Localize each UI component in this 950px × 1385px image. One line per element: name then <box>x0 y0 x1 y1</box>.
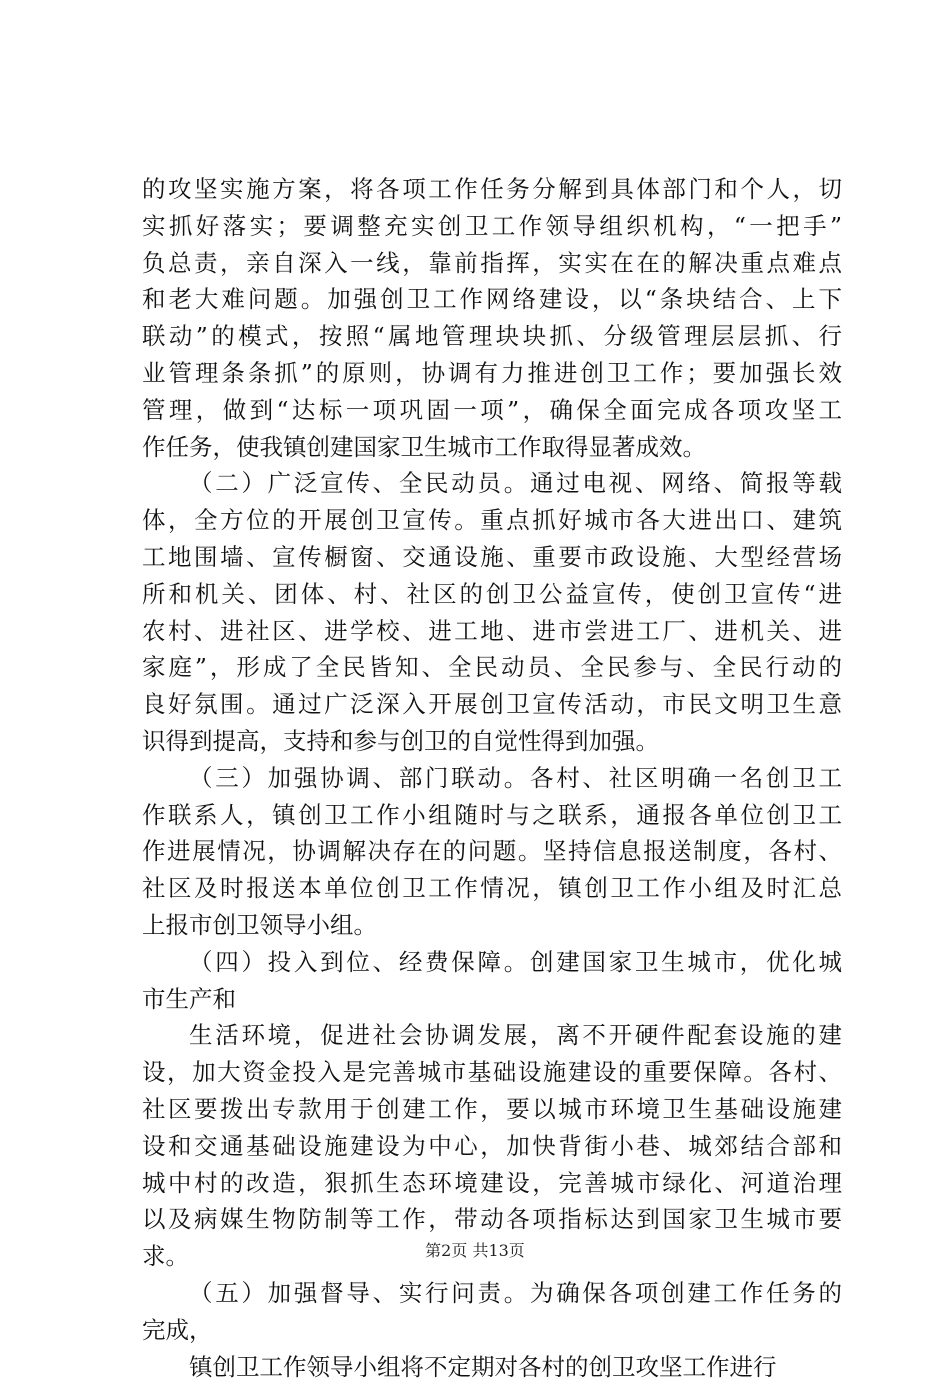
text-line: 社区及时报送本单位创卫工作情况，镇创卫工作小组及时汇总 <box>142 870 842 907</box>
text-line: （三）加强协调、部门联动。各村、社区明确一名创卫工 <box>142 760 842 797</box>
text-line: （五）加强督导、实行问责。为确保各项创建工作任务的 <box>142 1275 842 1312</box>
text-line: 作进展情况，协调解决存在的问题。坚持信息报送制度，各村、 <box>142 833 842 870</box>
paragraph <box>142 465 842 759</box>
page-footer: 第2页 共13页 <box>0 1241 950 1261</box>
text-line: 农村、进社区、进学校、进工地、进市尝进工厂、进机关、进 <box>142 613 842 650</box>
paragraph <box>142 1275 842 1349</box>
text-line: 市生产和 <box>142 981 842 1018</box>
text-line: 识得到提高，支持和参与创卫的自觉性得到加强。 <box>142 723 842 760</box>
text-line: 以及病媒生物防制等工作，带动各项指标达到国家卫生城市要 <box>142 1201 842 1238</box>
text-line: 镇创卫工作领导小组将不定期对各村的创卫攻坚工作进行 <box>142 1349 842 1385</box>
text-line: 社区要拨出专款用于创建工作，要以城市环境卫生基础设施建 <box>142 1091 842 1128</box>
paragraph <box>142 1017 842 1275</box>
text-line: 联动”的模式，按照“属地管理块块抓、分级管理层层抓、行 <box>142 318 842 355</box>
text-line: 作联系人，镇创卫工作小组随时与之联系，通报各单位创卫工 <box>142 797 842 834</box>
paragraph <box>142 944 842 1018</box>
text-line: 和老大难问题。加强创卫工作网络建设，以“条块结合、上下 <box>142 281 842 318</box>
text-line: 管理，做到“达标一项巩固一项”，确保全面完成各项攻坚工 <box>142 392 842 429</box>
paragraph <box>142 760 842 944</box>
text-line: 实抓好落实；要调整充实创卫工作领导组织机构，“一把手” <box>142 208 842 245</box>
text-line: 设，加大资金投入是完善城市基础设施建设的重要保障。各村、 <box>142 1054 842 1091</box>
paragraph <box>142 171 842 465</box>
text-line: 作任务，使我镇创建国家卫生城市工作取得显著成效。 <box>142 429 842 466</box>
text-line: 城中村的改造，狠抓生态环境建设，完善城市绿化、河道治理 <box>142 1165 842 1202</box>
text-line: 求。 <box>142 1238 842 1275</box>
text-line: 生活环境，促进社会协调发展，离不开硬件配套设施的建 <box>142 1017 842 1054</box>
document-body <box>142 171 842 1385</box>
text-line: 上报市创卫领导小组。 <box>142 907 842 944</box>
text-line: 家庭”，形成了全民皆知、全民动员、全民参与、全民行动的 <box>142 649 842 686</box>
text-line: （四）投入到位、经费保障。创建国家卫生城市，优化城 <box>142 944 842 981</box>
text-line: 的攻坚实施方案，将各项工作任务分解到具体部门和个人，切 <box>142 171 842 208</box>
text-line: 负总责，亲自深入一线，靠前指挥，实实在在的解决重点难点 <box>142 245 842 282</box>
text-line: （二）广泛宣传、全民动员。通过电视、网络、简报等载 <box>142 465 842 502</box>
text-line: 所和机关、团体、村、社区的创卫公益宣传，使创卫宣传“进 <box>142 576 842 613</box>
text-line: 完成， <box>142 1312 842 1349</box>
paragraph <box>142 1349 842 1385</box>
text-line: 设和交通基础设施建设为中心，加快背街小巷、城郊结合部和 <box>142 1128 842 1165</box>
text-line: 工地围墙、宣传橱窗、交通设施、重要市政设施、大型经营场 <box>142 539 842 576</box>
text-line: 业管理条条抓”的原则，协调有力推进创卫工作；要加强长效 <box>142 355 842 392</box>
text-line: 良好氛围。通过广泛深入开展创卫宣传活动，市民文明卫生意 <box>142 686 842 723</box>
text-line: 体，全方位的开展创卫宣传。重点抓好城市各大进出口、建筑 <box>142 502 842 539</box>
